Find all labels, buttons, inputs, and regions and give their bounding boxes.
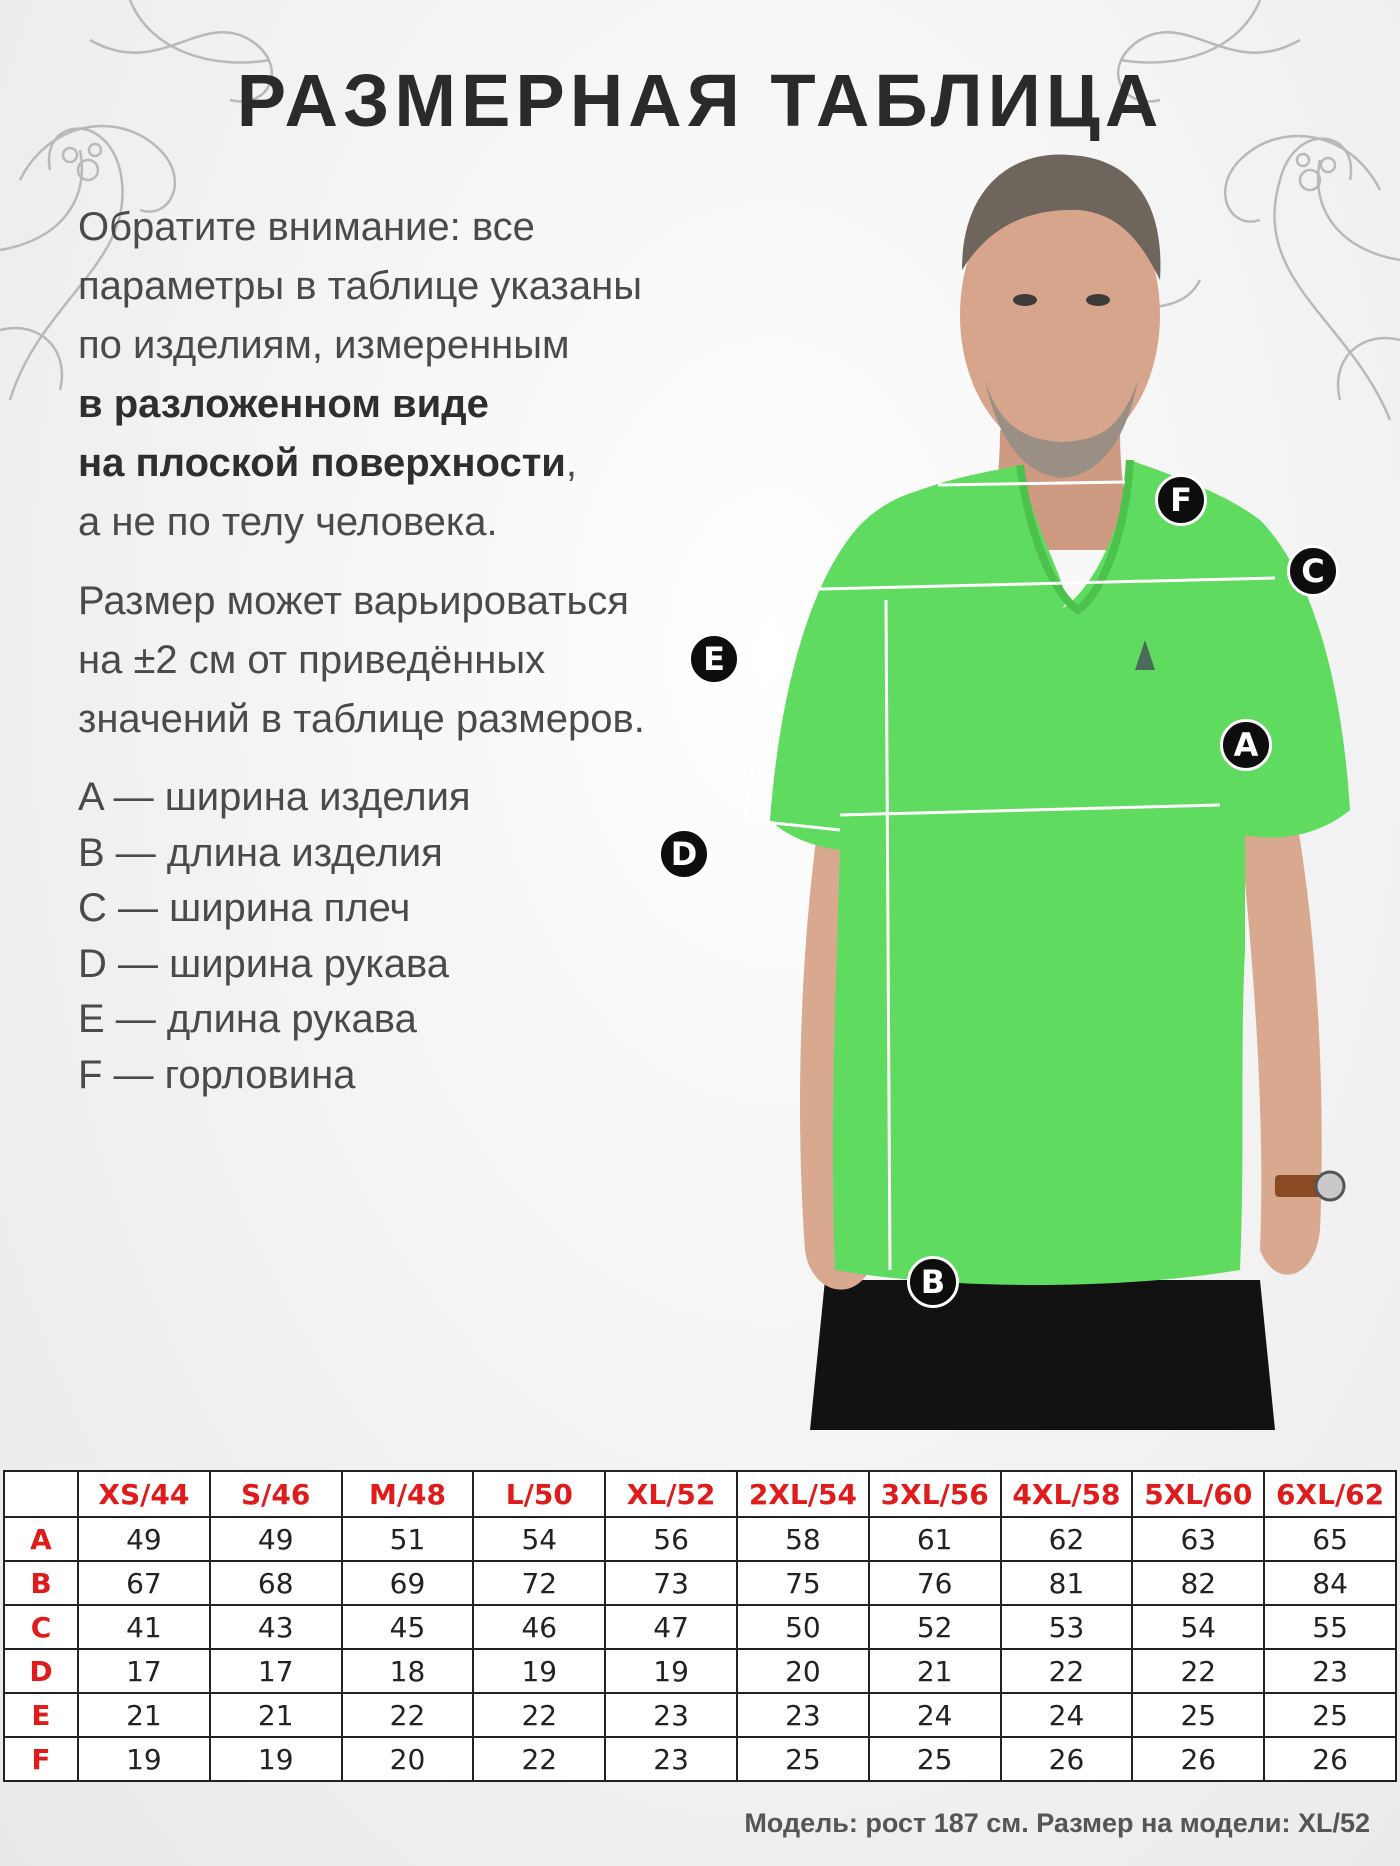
table-row [4,1649,1396,1693]
value-cell: 26 [1264,1737,1396,1781]
value-cell: 68 [210,1561,342,1605]
value-cell: 49 [78,1517,210,1561]
value-cell: 26 [1001,1737,1133,1781]
table-row [4,1517,1396,1561]
note-line: параметры в таблице указаны [78,264,642,308]
value-cell: 26 [1132,1737,1264,1781]
size-header: M/48 [342,1471,474,1517]
value-cell: 63 [1132,1517,1264,1561]
legend-item-b: B — длина изделия [78,830,443,875]
marker-e: E [688,633,740,685]
page-title: РАЗМЕРНАЯ ТАБЛИЦА [236,59,1164,142]
variance-line: на ±2 см от приведённых [78,638,546,682]
value-cell: 82 [1132,1561,1264,1605]
line-e-sleeve [745,595,778,815]
size-header: S/46 [210,1471,342,1517]
value-cell: 23 [605,1737,737,1781]
value-cell: 73 [605,1561,737,1605]
value-cell: 72 [473,1561,605,1605]
value-cell: 24 [869,1693,1001,1737]
size-header: 2XL/54 [737,1471,869,1517]
legend-item-a: A — ширина изделия [78,775,471,819]
size-header: XL/52 [605,1471,737,1517]
row-key-cell: F [4,1737,78,1781]
value-cell: 69 [342,1561,474,1605]
watch-face [1316,1172,1344,1200]
model-photo [700,130,1400,1430]
table-row [4,1605,1396,1649]
marker-f: F [1155,474,1207,526]
size-header: 4XL/58 [1001,1471,1133,1517]
value-cell: 23 [737,1693,869,1737]
size-header: 3XL/56 [869,1471,1001,1517]
row-key-cell: E [4,1693,78,1737]
value-cell: 21 [78,1693,210,1737]
value-cell: 49 [210,1517,342,1561]
value-cell: 19 [605,1649,737,1693]
value-cell: 67 [78,1561,210,1605]
value-cell: 25 [737,1737,869,1781]
size-header: L/50 [473,1471,605,1517]
value-cell: 17 [210,1649,342,1693]
row-key-cell: D [4,1649,78,1693]
legend-item-c: C — ширина плеч [78,886,411,930]
value-cell: 22 [342,1693,474,1737]
legend-item-e: E — длина рукава [78,997,417,1041]
value-cell: 20 [737,1649,869,1693]
note-line-bold: в разложенном виде [78,382,489,426]
value-cell: 19 [78,1737,210,1781]
value-cell: 20 [342,1737,474,1781]
marker-b: B [907,1256,959,1308]
measurement-note [78,198,758,552]
value-cell: 41 [78,1605,210,1649]
legend-item-d: D — ширина рукава [78,941,450,986]
variance-line: значений в таблице размеров. [78,697,645,741]
value-cell: 19 [210,1737,342,1781]
value-cell: 18 [342,1649,474,1693]
value-cell: 53 [1001,1605,1133,1649]
value-cell: 51 [342,1517,474,1561]
table-row [4,1561,1396,1605]
right-eye [1086,294,1110,306]
value-cell: 25 [1132,1693,1264,1737]
measurement-legend [78,770,471,1103]
note-line-bold: на плоской поверхности, [78,441,578,485]
marker-d: D [658,828,710,880]
value-cell: 58 [737,1517,869,1561]
value-cell: 54 [473,1517,605,1561]
variance-note [78,572,758,749]
table-row [4,1737,1396,1781]
value-cell: 47 [605,1605,737,1649]
value-cell: 54 [1132,1605,1264,1649]
value-cell: 21 [869,1649,1001,1693]
table-row [4,1693,1396,1737]
value-cell: 61 [869,1517,1001,1561]
value-cell: 75 [737,1561,869,1605]
value-cell: 46 [473,1605,605,1649]
note-line: а не по телу человека. [78,500,498,544]
row-key-cell: C [4,1605,78,1649]
value-cell: 45 [342,1605,474,1649]
marker-c: C [1287,545,1339,597]
model-info-footer: Модель: рост 187 см. Размер на модели: XL/52 [744,1808,1370,1838]
size-table [3,1470,1397,1782]
note-line: по изделиям, измеренным [78,323,570,367]
value-cell: 21 [210,1693,342,1737]
value-cell: 56 [605,1517,737,1561]
value-cell: 22 [1001,1649,1133,1693]
trousers-shape [810,1280,1275,1430]
value-cell: 65 [1264,1517,1396,1561]
right-arm-shape [1240,810,1322,1275]
value-cell: 50 [737,1605,869,1649]
value-cell: 25 [1264,1693,1396,1737]
marker-a: A [1220,719,1272,771]
value-cell: 25 [869,1737,1001,1781]
value-cell: 84 [1264,1561,1396,1605]
size-header: 5XL/60 [1132,1471,1264,1517]
value-cell: 81 [1001,1561,1133,1605]
value-cell: 19 [473,1649,605,1693]
table-header-row [4,1471,1396,1517]
note-line: Обратите внимание: все [78,205,535,249]
value-cell: 55 [1264,1605,1396,1649]
left-eye [1013,294,1037,306]
value-cell: 17 [78,1649,210,1693]
size-header: XS/44 [78,1471,210,1517]
legend-item-f: F — горловина [78,1052,356,1097]
row-key-cell: B [4,1561,78,1605]
value-cell: 62 [1001,1517,1133,1561]
value-cell: 22 [473,1737,605,1781]
table-corner-cell [4,1471,78,1517]
value-cell: 76 [869,1561,1001,1605]
value-cell: 23 [1264,1649,1396,1693]
value-cell: 23 [605,1693,737,1737]
value-cell: 24 [1001,1693,1133,1737]
value-cell: 22 [473,1693,605,1737]
size-header: 6XL/62 [1264,1471,1396,1517]
tshirt-model-illustration [700,130,1400,1430]
variance-line: Размер может варьироваться [78,579,629,623]
row-key-cell: A [4,1517,78,1561]
value-cell: 43 [210,1605,342,1649]
value-cell: 52 [869,1605,1001,1649]
value-cell: 22 [1132,1649,1264,1693]
